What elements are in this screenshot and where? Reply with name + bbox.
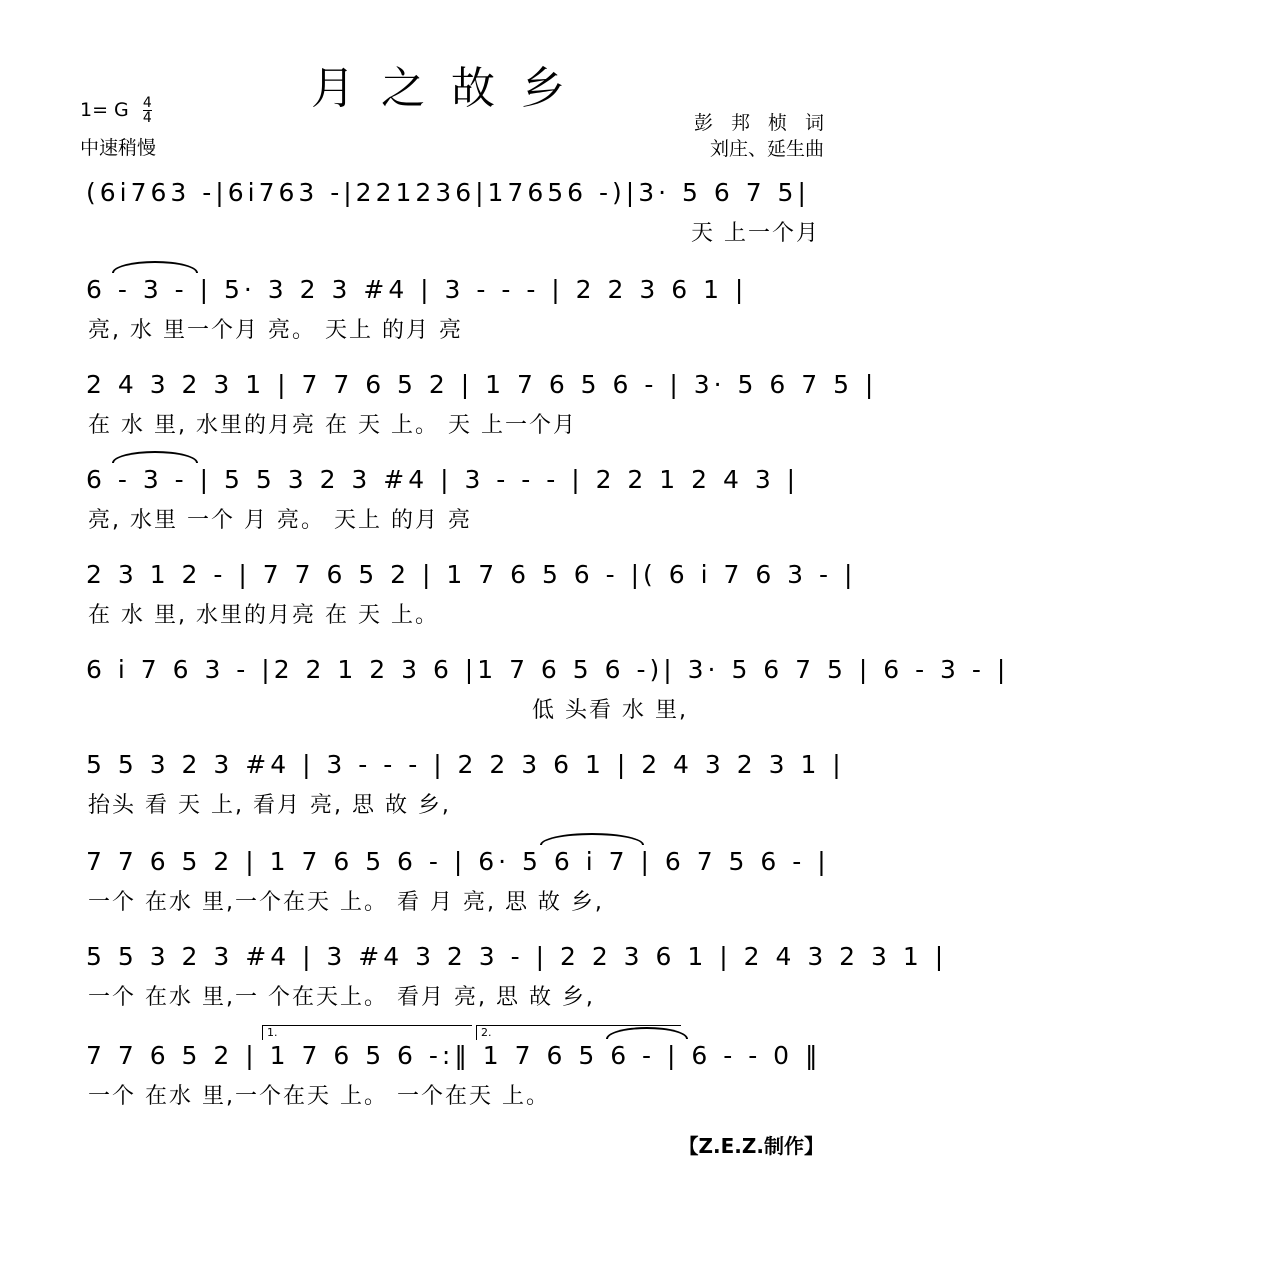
notation-line: 2 4 3 2 3 1 | 7 7 6 5 2 | 1 7 6 5 6 - | 3· 5 6 7 5 | bbox=[86, 370, 878, 399]
notation-line: 5 5 3 2 3 #4 | 3 #4 3 2 3 - | 2 2 3 6 1 | 2 4 3 2 3 1 | bbox=[86, 942, 948, 971]
composer: 刘庄、延生曲 bbox=[709, 138, 824, 160]
notation-line: (6i763 -|6i763 -|221236|17656 -)|3· 5 6 7 5| bbox=[86, 178, 810, 207]
notation-line: 2 3 1 2 - | 7 7 6 5 2 | 1 7 6 5 6 - |( 6 i 7 6 3 - | bbox=[86, 560, 857, 589]
tempo-marking: 中速稍慢 bbox=[80, 137, 157, 159]
time-denominator: 4 bbox=[142, 110, 152, 126]
notation-line: 7 7 6 5 2 | 1 7 6 5 6 -:‖ 1 7 6 5 6 - | 6 - - 0 ‖ bbox=[86, 1041, 822, 1070]
key-signature bbox=[80, 96, 152, 125]
slur-mark bbox=[112, 261, 198, 273]
lyrics-line: 亮, 水 里一个月 亮。 天上 的月 亮 bbox=[88, 318, 463, 343]
time-numerator: 4 bbox=[142, 95, 152, 111]
slur-mark bbox=[540, 833, 644, 845]
lyrics-line: 亮, 水里 一个 月 亮。 天上 的月 亮 bbox=[88, 508, 472, 533]
time-signature bbox=[143, 96, 152, 125]
volta-first: 1. bbox=[262, 1025, 472, 1040]
lyrics-line: 在 水 里, 水里的月亮 在 天 上。 bbox=[88, 603, 439, 628]
lyrics-line: 一个 在水 里,一个在天 上。 看 月 亮, 思 故 乡, bbox=[88, 890, 604, 915]
notation-line: 7 7 6 5 2 | 1 7 6 5 6 - | 6· 5 6 i 7 | 6 7 5 6 - | bbox=[86, 847, 830, 876]
lyricist: 彭邦桢词 bbox=[693, 112, 842, 134]
lyrics-line: 一个 在水 里,一 个在天上。 看月 亮, 思 故 乡, bbox=[88, 985, 595, 1010]
maker-credit: 【Z.E.Z.制作】 bbox=[678, 1134, 824, 1158]
slur-mark bbox=[112, 451, 198, 463]
notation-line: 6 - 3 - | 5· 3 2 3 #4 | 3 - - - | 2 2 3 6 1 | bbox=[86, 275, 748, 304]
notation-line: 6 - 3 - | 5 5 3 2 3 #4 | 3 - - - | 2 2 1 2 4 3 | bbox=[86, 465, 800, 494]
lyrics-line: 低 头看 水 里, bbox=[532, 698, 688, 723]
lyrics-line: 抬头 看 天 上, 看月 亮, 思 故 乡, bbox=[88, 793, 451, 818]
lyrics-line: 天 上一个月 bbox=[691, 221, 820, 246]
lyrics-line: 一个 在水 里,一个在天 上。 一个在天 上。 bbox=[88, 1084, 550, 1109]
credits bbox=[693, 110, 842, 162]
song-title: 月之故乡 bbox=[311, 63, 591, 114]
notation-line: 6 i 7 6 3 - |2 2 1 2 3 6 |1 7 6 5 6 -)| 3· 5 6 7 5 | 6 - 3 - | bbox=[86, 655, 1010, 684]
lyrics-line: 在 水 里, 水里的月亮 在 天 上。 天 上一个月 bbox=[88, 413, 577, 438]
notation-line: 5 5 3 2 3 #4 | 3 - - - | 2 2 3 6 1 | 2 4 3 2 3 1 | bbox=[86, 750, 845, 779]
volta-second: 2. bbox=[476, 1025, 681, 1040]
key-label: 1= G bbox=[80, 99, 129, 121]
